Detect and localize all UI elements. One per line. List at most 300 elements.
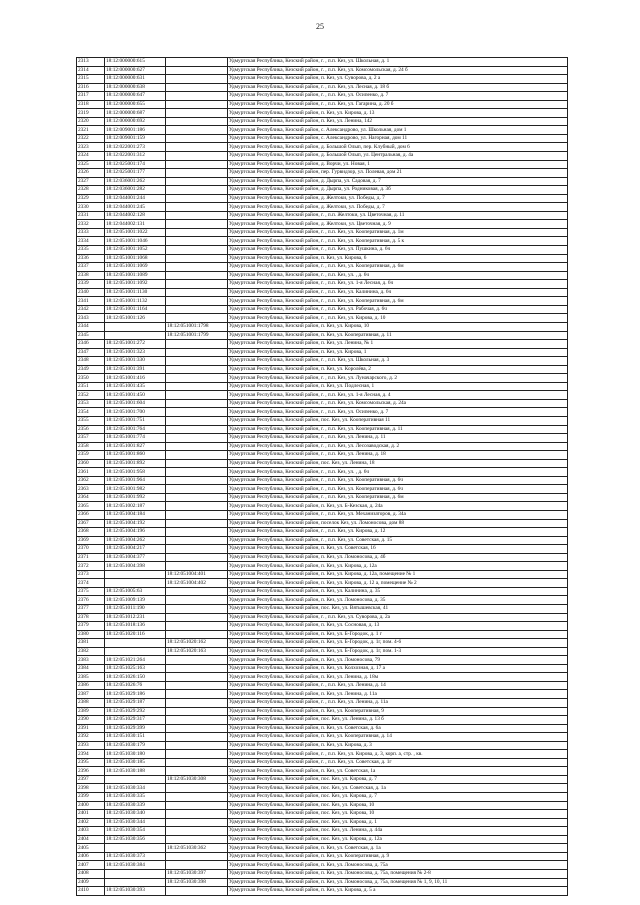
sub-cadastral-number-cell	[166, 493, 228, 502]
address-cell: Удмуртская Республика, Кезский район, д. Большой Олып, пер. Клубный, дом 6	[228, 143, 568, 152]
cadastral-number-cell: 18:12:051030:188	[105, 767, 166, 776]
cadastral-number-cell: 18:12:051030:151	[105, 733, 166, 742]
sub-cadastral-number-cell	[166, 596, 228, 605]
cadastral-number-cell: 18:12:044002:128	[105, 211, 166, 220]
address-cell: Удмуртская Республика, Кезский район, пос. Кез, ул. Кирова, д. 7	[228, 775, 568, 784]
table-row	[77, 810, 568, 819]
cadastral-number-cell: 18:12:051002:187	[105, 502, 166, 511]
sub-cadastral-number-cell	[166, 758, 228, 767]
address-cell: Удмуртская Республика, Кезский район, г. , п.п. Кез, ул. Пушкина, д. 6ч	[228, 246, 568, 255]
address-cell: Удмуртская Республика, Кезский район, п. Кез, ул. Ленина, 142	[228, 117, 568, 126]
sub-cadastral-number-cell	[166, 246, 228, 255]
table-row	[77, 271, 568, 280]
sub-cadastral-number-cell	[166, 690, 228, 699]
cadastral-number-cell: 18:12:051012:231	[105, 613, 166, 622]
table-row	[77, 510, 568, 519]
row-number-cell: 2380	[77, 630, 105, 639]
cadastral-number-cell: 18:12:051001:774	[105, 434, 166, 443]
cadastral-number-cell: 18:12:051001:450	[105, 391, 166, 400]
sub-cadastral-number-cell: 18:12:051030:308	[166, 775, 228, 784]
sub-cadastral-number-cell	[166, 66, 228, 75]
table-row	[77, 852, 568, 861]
row-number-cell: 2354	[77, 408, 105, 417]
address-cell: Удмуртская Республика, Кезский район, п. Кез, ул. Сосновая, д. 13	[228, 622, 568, 631]
sub-cadastral-number-cell	[166, 143, 228, 152]
address-cell: Удмуртская Республика, Кезский район, п. Кез, ул. Б-Городок, д. 1г, пом. 1-3	[228, 647, 568, 656]
table-row	[77, 476, 568, 485]
cadastral-number-cell: 18:12:051001:751	[105, 416, 166, 425]
row-number-cell: 2383	[77, 656, 105, 665]
address-cell: Удмуртская Республика, Кезский район, г. , п.п. Кез, ул. Механизаторов, д. 34а	[228, 510, 568, 519]
cadastral-number-cell: 18:12:051004:377	[105, 553, 166, 562]
address-cell: Удмуртская Республика, Кезский район, г. , п.п. Кез, ул. Рабочая, д. 6ч	[228, 305, 568, 314]
table-row	[77, 399, 568, 408]
address-cell: Удмуртская Республика, Кезский район, д. Дырпа, ул. Родниковая, д. 3б	[228, 186, 568, 195]
table-row	[77, 263, 568, 272]
table-row	[77, 502, 568, 511]
table-row	[77, 750, 568, 759]
table-row	[77, 536, 568, 545]
sub-cadastral-number-cell	[166, 673, 228, 682]
table-row	[77, 758, 568, 767]
table-row	[77, 622, 568, 631]
table-row	[77, 280, 568, 289]
address-cell: Удмуртская Республика, Кезский район, п. Кез, ул. Кооперативная, 9	[228, 707, 568, 716]
row-number-cell: 2392	[77, 733, 105, 742]
cadastral-number-cell: 18:12:000000:692	[105, 117, 166, 126]
cadastral-number-cell: 18:12:051004:192	[105, 519, 166, 528]
row-number-cell: 2357	[77, 434, 105, 443]
table-row	[77, 177, 568, 186]
table-row	[77, 83, 568, 92]
address-cell: Удмуртская Республика, Кезский район, г. , п.п. Кез, ул. Луначарского, д. 2	[228, 374, 568, 383]
address-cell: Удмуртская Республика, Кезский район, п. Кез, ул. Б-Кезская, д. 24а	[228, 502, 568, 511]
address-cell: Удмуртская Республика, Кезский район, г. , п.п. Кез, ул. Советская, д. 15	[228, 536, 568, 545]
row-number-cell: 2405	[77, 844, 105, 853]
row-number-cell: 2353	[77, 399, 105, 408]
row-number-cell: 2376	[77, 596, 105, 605]
sub-cadastral-number-cell	[166, 485, 228, 494]
sub-cadastral-number-cell: 18:12:051001:1799	[166, 331, 228, 340]
row-number-cell: 2360	[77, 459, 105, 468]
address-cell: Удмуртская Республика, Кезский район, с. Александрово, ул. Школьная, дом 1	[228, 126, 568, 135]
address-cell: Удмуртская Республика, Кезский район, г. , п.п. Кез, ул. Кооперативная, д. 1м	[228, 228, 568, 237]
table-row	[77, 109, 568, 118]
row-number-cell: 2374	[77, 579, 105, 588]
address-cell: Удмуртская Республика, Кезский район, п. Кез, ул. Подлесная, 1	[228, 382, 568, 391]
cadastral-number-cell: 18:12:051001:1022	[105, 228, 166, 237]
row-number-cell: 2407	[77, 861, 105, 870]
address-cell: Удмуртская Республика, Кезский район, г. , п.п. Кез, ул. , д. 6ч	[228, 468, 568, 477]
row-number-cell: 2320	[77, 117, 105, 126]
address-cell: Удмуртская Республика, Кезский район, п. Кез, ул. Ленина, д. 11а	[228, 690, 568, 699]
address-cell: Удмуртская Республика, Кезский район, д. Желтоки, ул. Цветочная, д. 9	[228, 220, 568, 229]
sub-cadastral-number-cell	[166, 818, 228, 827]
row-number-cell: 2387	[77, 690, 105, 699]
cadastral-number-cell: 18:12:044002:131	[105, 220, 166, 229]
table-row	[77, 639, 568, 648]
address-cell: Удмуртская Республика, Кезский район, п. Кез, ул. Кирова, 6	[228, 254, 568, 263]
row-number-cell: 2328	[77, 186, 105, 195]
address-cell: Удмуртская Республика, Кезский район, пос. Кез, ул. Вятышевская, 41	[228, 605, 568, 614]
cadastral-number-cell: 18:12:051005:63	[105, 587, 166, 596]
cadastral-number-cell: 18:12:051001:964	[105, 476, 166, 485]
row-number-cell: 2321	[77, 126, 105, 135]
address-cell: Удмуртская Республика, Кезский район, г. , п.п. Кез, ул. Советская, д. 1г	[228, 758, 568, 767]
address-cell: Удмуртская Республика, Кезский район, п. Кез, ул. Кирова, 10	[228, 322, 568, 331]
address-cell: Удмуртская Республика, Кезский район, г. , п.п. Кез, ул. Гагарина, д. 20 б	[228, 100, 568, 109]
cadastral-number-cell: 18:12:051004:217	[105, 545, 166, 554]
row-number-cell: 2323	[77, 143, 105, 152]
cadastral-number-cell: 18:12:036001:282	[105, 186, 166, 195]
address-cell: Удмуртская Республика, Кезский район, п. Кез, ул. Колхозная, д. 17 а	[228, 664, 568, 673]
cadastral-number-cell: 18:12:051001:272	[105, 340, 166, 349]
row-number-cell: 2399	[77, 793, 105, 802]
address-cell: Удмуртская Республика, Кезский район, пос. Кез, ул. Кирова, 10	[228, 810, 568, 819]
sub-cadastral-number-cell	[166, 741, 228, 750]
cadastral-number-cell: 18:12:051001:330	[105, 357, 166, 366]
row-number-cell: 2359	[77, 451, 105, 460]
sub-cadastral-number-cell	[166, 280, 228, 289]
sub-cadastral-number-cell	[166, 220, 228, 229]
address-cell: Удмуртская Республика, Кезский район, г. , п.п. Кез, ул. Кирова, д. 3, корп. а, стр. , кв.	[228, 750, 568, 759]
row-number-cell: 2329	[77, 194, 105, 203]
row-number-cell: 2396	[77, 767, 105, 776]
row-number-cell: 2372	[77, 562, 105, 571]
cadastral-number-cell: 18:12:025001:177	[105, 169, 166, 178]
row-number-cell: 2362	[77, 476, 105, 485]
table-row	[77, 322, 568, 331]
cadastral-number-cell	[105, 570, 166, 579]
table-row	[77, 416, 568, 425]
sub-cadastral-number-cell	[166, 861, 228, 870]
address-cell: Удмуртская Республика, Кезский район, п. Кез, ул. Б-Городок, д. 1г, пом. 4-6	[228, 639, 568, 648]
address-cell: Удмуртская Республика, Кезский район, г. , п.п. Кез, ул. Кооперативная, д. 6ч	[228, 476, 568, 485]
row-number-cell: 2385	[77, 673, 105, 682]
sub-cadastral-number-cell	[166, 664, 228, 673]
sub-cadastral-number-cell	[166, 92, 228, 101]
cadastral-number-cell: 18:12:051001:1068	[105, 254, 166, 263]
cadastral-number-cell: 18:12:051030:344	[105, 818, 166, 827]
cadastral-number-cell: 18:12:051030:179	[105, 741, 166, 750]
address-cell: Удмуртская Республика, Кезский район, пос. Кез, ул. Ленина, д. 13 б	[228, 716, 568, 725]
row-number-cell: 2345	[77, 331, 105, 340]
sub-cadastral-number-cell: 18:12:051004:402	[166, 579, 228, 588]
sub-cadastral-number-cell	[166, 254, 228, 263]
row-number-cell: 2365	[77, 502, 105, 511]
row-number-cell: 2346	[77, 340, 105, 349]
address-cell: Удмуртская Республика, Кезский район, пос. Кез, ул. Ленина, 18	[228, 459, 568, 468]
cadastral-number-cell: 18:12:051030:185	[105, 758, 166, 767]
address-cell: Удмуртская Республика, Кезский район, пер. Гурвидзор, ул. Полевая, дом 21	[228, 169, 568, 178]
sub-cadastral-number-cell	[166, 211, 228, 220]
sub-cadastral-number-cell	[166, 382, 228, 391]
table-row	[77, 459, 568, 468]
table-row	[77, 869, 568, 878]
address-cell: Удмуртская Республика, Кезский район, пос. Кез, ул. Кирова, 10	[228, 801, 568, 810]
sub-cadastral-number-cell	[166, 134, 228, 143]
sub-cadastral-number-cell	[166, 434, 228, 443]
table-row	[77, 357, 568, 366]
cadastral-number-cell: 18:12:051026:76	[105, 681, 166, 690]
row-number-cell: 2337	[77, 263, 105, 272]
address-cell: Удмуртская Республика, Кезский район, п. Кез, ул. Суворова, д. 2 а	[228, 75, 568, 84]
row-number-cell: 2381	[77, 639, 105, 648]
address-cell: Удмуртская Республика, Кезский район, г. , п.п. Кез, ул. Осипенко, д. 7	[228, 92, 568, 101]
address-cell: Удмуртская Республика, Кезский район, д. Большой Олып, ул. Центральная, д. 4а	[228, 152, 568, 161]
cadastral-number-cell: 18:12:051001:1132	[105, 297, 166, 306]
cadastral-number-cell: 18:12:051001:992	[105, 493, 166, 502]
cadastral-number-cell: 18:12:000000:615	[105, 58, 166, 67]
table-row	[77, 596, 568, 605]
sub-cadastral-number-cell	[166, 502, 228, 511]
cadastral-number-cell: 18:12:022001:273	[105, 143, 166, 152]
row-number-cell: 2352	[77, 391, 105, 400]
registry-table	[76, 57, 568, 896]
row-number-cell: 2335	[77, 246, 105, 255]
row-number-cell: 2402	[77, 818, 105, 827]
address-cell: Удмуртская Республика, Кезский район, п. Кез, ул. Ломоносова, д. 75а, помещения № 2-8	[228, 869, 568, 878]
row-number-cell: 2371	[77, 553, 105, 562]
row-number-cell: 2339	[77, 280, 105, 289]
row-number-cell: 2319	[77, 109, 105, 118]
table-row	[77, 835, 568, 844]
cadastral-number-cell: 18:12:009001:159	[105, 134, 166, 143]
cadastral-number-cell: 18:12:000000:655	[105, 100, 166, 109]
table-row	[77, 613, 568, 622]
table-row	[77, 442, 568, 451]
table-row	[77, 673, 568, 682]
address-cell: Удмуртская Республика, Кезский район, г. , п.п. Кез, ул. 1-я Лесная, д. 4	[228, 391, 568, 400]
table-row	[77, 203, 568, 212]
cadastral-number-cell: 18:12:051001:860	[105, 451, 166, 460]
row-number-cell: 2313	[77, 58, 105, 67]
row-number-cell: 2315	[77, 75, 105, 84]
table-row	[77, 570, 568, 579]
table-row	[77, 314, 568, 323]
table-row	[77, 801, 568, 810]
row-number-cell: 2389	[77, 707, 105, 716]
row-number-cell: 2351	[77, 382, 105, 391]
table-row	[77, 160, 568, 169]
row-number-cell: 2369	[77, 536, 105, 545]
sub-cadastral-number-cell	[166, 271, 228, 280]
sub-cadastral-number-cell: 18:12:051004:401	[166, 570, 228, 579]
row-number-cell: 2391	[77, 724, 105, 733]
address-cell: Удмуртская Республика, Кезский район, п. Кез, ул. Кирова, д. 5 а	[228, 887, 568, 896]
row-number-cell: 2325	[77, 160, 105, 169]
address-cell: Удмуртская Республика, Кезский район, п. Кез, ул. Кооперативная, д. 11	[228, 331, 568, 340]
table-row	[77, 254, 568, 263]
sub-cadastral-number-cell	[166, 630, 228, 639]
table-row	[77, 126, 568, 135]
sub-cadastral-number-cell	[166, 416, 228, 425]
row-number-cell: 2348	[77, 357, 105, 366]
sub-cadastral-number-cell: 18:12:051001:1798	[166, 322, 228, 331]
table-row	[77, 699, 568, 708]
table-row	[77, 100, 568, 109]
sub-cadastral-number-cell	[166, 468, 228, 477]
row-number-cell: 2388	[77, 699, 105, 708]
row-number-cell: 2393	[77, 741, 105, 750]
cadastral-number-cell: 18:12:051009:139	[105, 596, 166, 605]
address-cell: Удмуртская Республика, Кезский район, пос. Кез, ул. Кирова, д. 7	[228, 793, 568, 802]
row-number-cell: 2398	[77, 784, 105, 793]
cadastral-number-cell: 18:12:051025:163	[105, 664, 166, 673]
cadastral-number-cell: 18:12:051029:187	[105, 699, 166, 708]
row-number-cell: 2406	[77, 852, 105, 861]
row-number-cell: 2403	[77, 827, 105, 836]
cadastral-number-cell: 18:12:051018:136	[105, 622, 166, 631]
cadastral-number-cell	[105, 647, 166, 656]
table-row	[77, 733, 568, 742]
cadastral-number-cell: 18:12:000000:687	[105, 109, 166, 118]
table-row	[77, 288, 568, 297]
cadastral-number-cell: 18:12:051001:391	[105, 365, 166, 374]
sub-cadastral-number-cell	[166, 425, 228, 434]
address-cell: Удмуртская Республика, Кезский район, п. Кез, ул. Кирова, д. 3	[228, 741, 568, 750]
sub-cadastral-number-cell	[166, 707, 228, 716]
address-cell: Удмуртская Республика, Кезский район, п. Кез, ул. Ломоносова, д. 35	[228, 596, 568, 605]
table-row	[77, 408, 568, 417]
address-cell: Удмуртская Республика, Кезский район, пос. Кез, ул. Кирова, д. 12а	[228, 835, 568, 844]
table-row	[77, 656, 568, 665]
table-row	[77, 519, 568, 528]
sub-cadastral-number-cell	[166, 408, 228, 417]
table-row	[77, 528, 568, 537]
row-number-cell: 2363	[77, 485, 105, 494]
address-cell: Удмуртская Республика, Кезский район, пос. Кез, ул. Советская, д. 1а	[228, 784, 568, 793]
table-row	[77, 827, 568, 836]
address-cell: Удмуртская Республика, Кезский район, п. Кез, ул. Кооперативная, д. 9	[228, 852, 568, 861]
sub-cadastral-number-cell	[166, 887, 228, 896]
table-row	[77, 887, 568, 896]
cadastral-number-cell: 18:12:051001:892	[105, 459, 166, 468]
sub-cadastral-number-cell	[166, 536, 228, 545]
address-cell: Удмуртская Республика, Кезский район, г. , п.п. Кез, ул. Кирова, д. 12	[228, 528, 568, 537]
cadastral-number-cell: 18:12:051001:435	[105, 382, 166, 391]
sub-cadastral-number-cell	[166, 545, 228, 554]
table-row	[77, 237, 568, 246]
row-number-cell: 2338	[77, 271, 105, 280]
cadastral-number-cell	[105, 775, 166, 784]
sub-cadastral-number-cell	[166, 519, 228, 528]
address-cell: Удмуртская Республика, Кезский район, поселок Кез, ул. Ломоносова, дом 88	[228, 519, 568, 528]
cadastral-number-cell: 18:12:051030:393	[105, 887, 166, 896]
table-row	[77, 587, 568, 596]
cadastral-number-cell: 18:12:051001:764	[105, 425, 166, 434]
sub-cadastral-number-cell: 18:12:051020:163	[166, 647, 228, 656]
address-cell: Удмуртская Республика, Кезский район, г. , п.п. Кез, ул. Ленина, д. 14	[228, 681, 568, 690]
table-row	[77, 365, 568, 374]
address-cell: Удмуртская Республика, Кезский район, п. Кез, ул. Ломоносова, д. 75а	[228, 861, 568, 870]
row-number-cell: 2336	[77, 254, 105, 263]
address-cell: Удмуртская Республика, Кезский район, г. , п.п. Кез, ул. Лесозаводская, д. 2	[228, 442, 568, 451]
row-number-cell: 2375	[77, 587, 105, 596]
sub-cadastral-number-cell	[166, 169, 228, 178]
table-row	[77, 348, 568, 357]
sub-cadastral-number-cell	[166, 613, 228, 622]
sub-cadastral-number-cell	[166, 399, 228, 408]
cadastral-number-cell: 18:12:025001:174	[105, 160, 166, 169]
table-row	[77, 878, 568, 887]
address-cell: Удмуртская Республика, Кезский район, п. Кез, ул. Советская, д. 6а	[228, 724, 568, 733]
table-row	[77, 425, 568, 434]
address-cell: Удмуртская Республика, Кезский район, д. Желтоки, ул. Победы, д. 7	[228, 203, 568, 212]
sub-cadastral-number-cell	[166, 109, 228, 118]
sub-cadastral-number-cell	[166, 297, 228, 306]
address-cell: Удмуртская Республика, Кезский район, г. , п.п. Кез, ул. Школьная, д. 3	[228, 357, 568, 366]
sub-cadastral-number-cell	[166, 827, 228, 836]
registry-body	[77, 58, 568, 896]
cadastral-number-cell: 18:12:051030:384	[105, 861, 166, 870]
cadastral-number-cell: 18:12:036001:262	[105, 177, 166, 186]
table-row	[77, 605, 568, 614]
table-row	[77, 169, 568, 178]
row-number-cell: 2317	[77, 92, 105, 101]
row-number-cell: 2408	[77, 869, 105, 878]
table-row	[77, 228, 568, 237]
row-number-cell: 2331	[77, 211, 105, 220]
address-cell: Удмуртская Республика, Кезский район, п. Кез, ул. Королёва, 2	[228, 365, 568, 374]
table-row	[77, 468, 568, 477]
sub-cadastral-number-cell	[166, 126, 228, 135]
address-cell: Удмуртская Республика, Кезский район, г. , п.п. Кез, ул. Ленина, д. 18	[228, 451, 568, 460]
cadastral-number-cell	[105, 322, 166, 331]
sub-cadastral-number-cell	[166, 459, 228, 468]
cadastral-number-cell: 18:12:051026:150	[105, 673, 166, 682]
address-cell: Удмуртская Республика, Кезский район, п. Кез, ул. Ломоносова, д. 4б	[228, 553, 568, 562]
sub-cadastral-number-cell	[166, 117, 228, 126]
table-row	[77, 75, 568, 84]
address-cell: Удмуртская Республика, Кезский район, г. , п.п. Кез, ул. Кооперативная, д. 6м	[228, 263, 568, 272]
cadastral-number-cell: 18:12:009001:186	[105, 126, 166, 135]
row-number-cell: 2394	[77, 750, 105, 759]
cadastral-number-cell: 18:12:051001:1164	[105, 305, 166, 314]
cadastral-number-cell: 18:12:051001:827	[105, 442, 166, 451]
address-cell: Удмуртская Республика, Кезский район, г. , п.п. Кез, ул. Кооперативная, д. 5 к	[228, 237, 568, 246]
address-cell: Удмуртская Республика, Кезский район, г. , п.п. Кез, ул. Комсомольская, д. 24 б	[228, 66, 568, 75]
table-row	[77, 844, 568, 853]
row-number-cell: 2342	[77, 305, 105, 314]
sub-cadastral-number-cell	[166, 750, 228, 759]
table-row	[77, 784, 568, 793]
row-number-cell: 2330	[77, 203, 105, 212]
page-number: 25	[316, 22, 324, 31]
address-cell: Удмуртская Республика, Кезский район, г. , п.п. Кез, ул. Кооперативная, д. 6м	[228, 493, 568, 502]
table-row	[77, 493, 568, 502]
cadastral-number-cell: 18:12:051001:1130	[105, 288, 166, 297]
address-cell: Удмуртская Республика, Кезский район, п. Кез, ул. Советская, 1а	[228, 767, 568, 776]
sub-cadastral-number-cell	[166, 228, 228, 237]
address-cell: Удмуртская Республика, Кезский район, п. Кез, ул. Ломоносова, д. 75а, помещения № 1, 9, 10, 11	[228, 878, 568, 887]
cadastral-number-cell	[105, 639, 166, 648]
cadastral-number-cell: 18:12:051029:186	[105, 690, 166, 699]
cadastral-number-cell: 18:12:051004:184	[105, 510, 166, 519]
cadastral-number-cell: 18:12:051021:264	[105, 656, 166, 665]
sub-cadastral-number-cell	[166, 656, 228, 665]
sub-cadastral-number-cell	[166, 622, 228, 631]
row-number-cell: 2318	[77, 100, 105, 109]
sub-cadastral-number-cell	[166, 160, 228, 169]
row-number-cell: 2327	[77, 177, 105, 186]
sub-cadastral-number-cell	[166, 357, 228, 366]
sub-cadastral-number-cell	[166, 793, 228, 802]
row-number-cell: 2322	[77, 134, 105, 143]
sub-cadastral-number-cell	[166, 100, 228, 109]
sub-cadastral-number-cell	[166, 391, 228, 400]
table-row	[77, 553, 568, 562]
